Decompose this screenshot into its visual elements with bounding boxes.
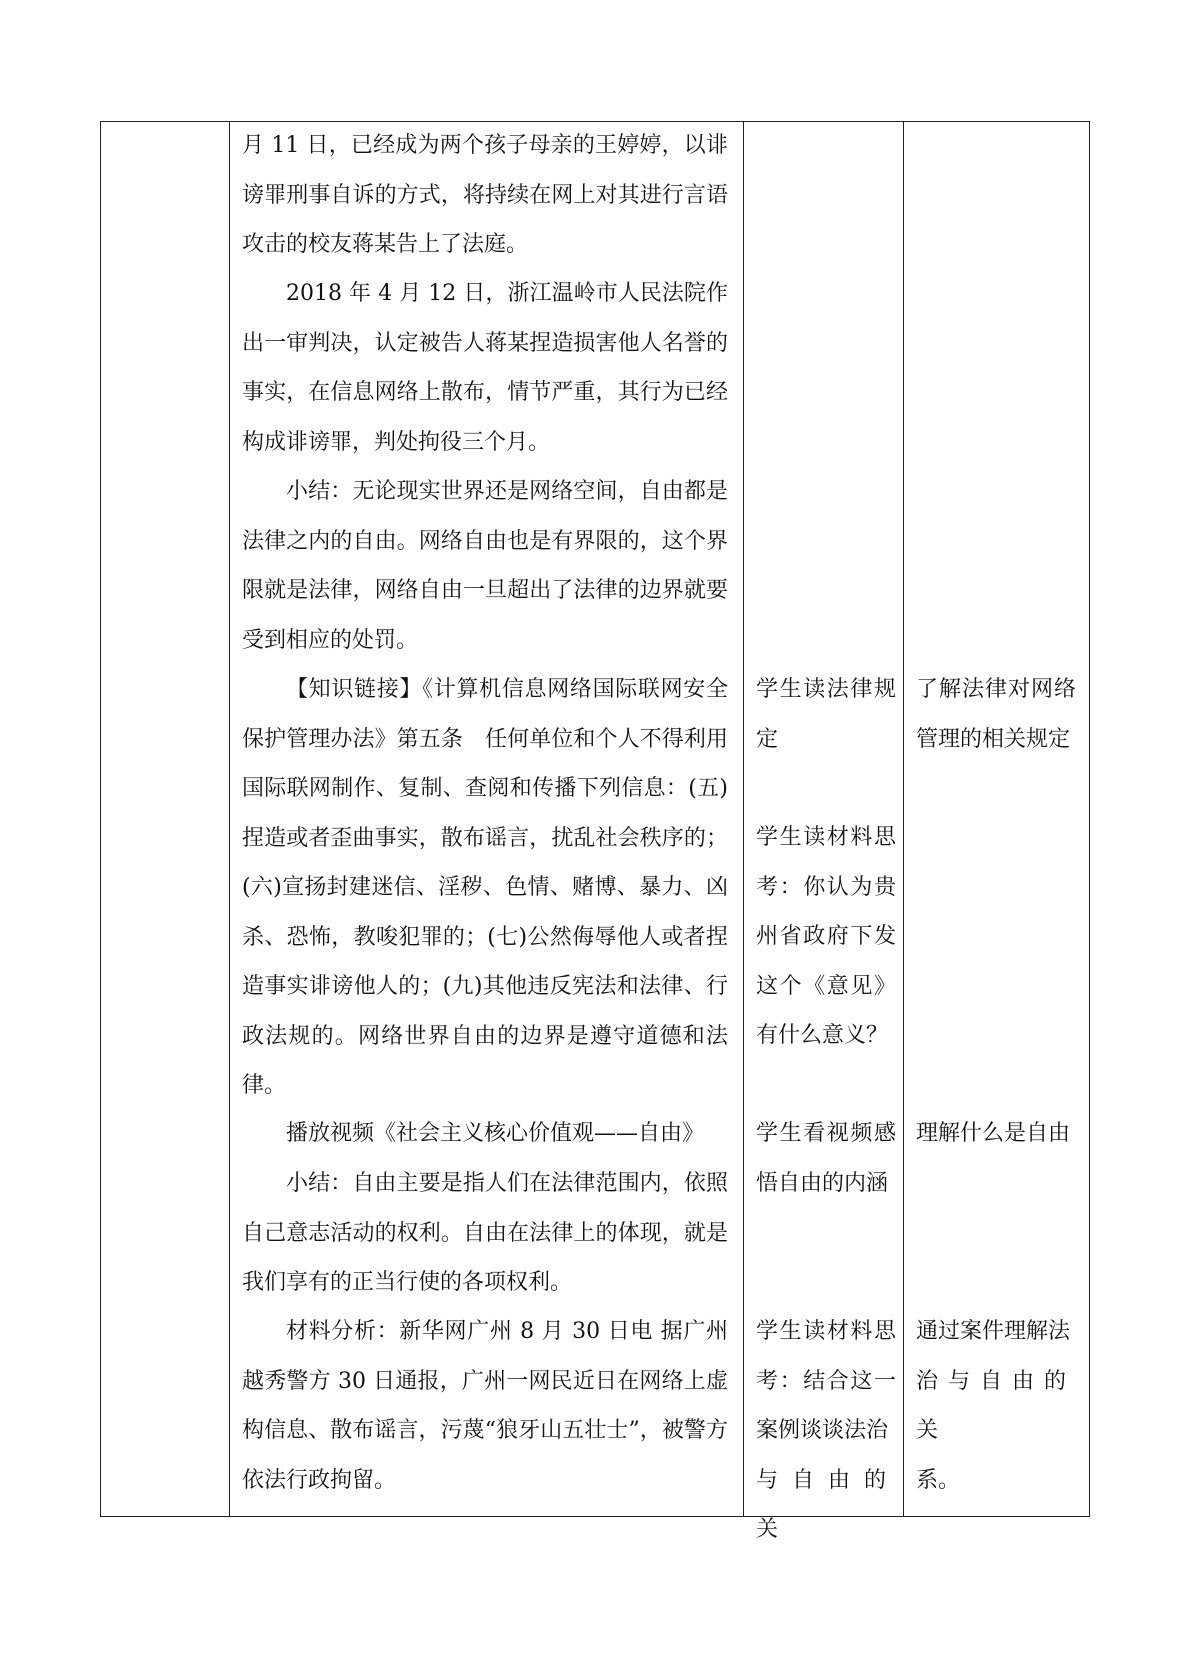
teaching-content-column	[242, 121, 728, 1517]
student-activity-column	[756, 121, 896, 1542]
knowledge-link-paragraph: 【知识链接】《计算机信息网络国际联网安全保护管理办法》第五条 任何单位和个人不得利用国际联网制作、复制、查阅和传播下列信息：(五)捏造或者歪曲事实，散布谣言，扰乱社会秩序的；(六)宣扬封建迷信、淫秽、色情、赌博、暴力、凶杀、恐怖，教唆犯罪的；(七)公然侮辱他人或者捏造事实诽谤他人的；(九)其他违反宪法和法律、行政法规的。网络世界自由的边界是遵守道德和法律。	[242, 677, 728, 1098]
activity-case-discussion-cont: 与自由的关	[756, 1467, 896, 1542]
material-analysis-paragraph: 材料分析：新华网广州 8 月 30 日电 据广州越秀警方 30 日通报，广州一网民近日在网络上虚构信息、散布谣言，污蔑“狼牙山五壮士”，被警方依法行政拘留。	[242, 1319, 728, 1493]
case-paragraph-2: 2018 年 4 月 12 日，浙江温岭市人民法院作出一审判决，认定被告人蒋某捏造损害他人名誉的事实，在信息网络上散布，情节严重，其行为已经构成诽谤罪，判处拘役三个月。	[242, 281, 728, 455]
design-intent-column	[916, 121, 1076, 1517]
activity-read-material: 学生读材料思考：你认为贵州省政府下发这个《意见》有什么意义？	[756, 825, 896, 1048]
column-divider	[229, 121, 230, 1517]
summary-paragraph-1: 小结：无论现实世界还是网络空间，自由都是法律之内的自由。网络自由也是有界限的，这个界限就是法律，网络自由一旦超出了法律的边界就要受到相应的处罚。	[242, 479, 728, 653]
case-paragraph-1: 月 11 日，已经成为两个孩子母亲的王婷婷，以诽谤罪刑事自诉的方式，将持续在网上对其进行言语攻击的校友蒋某告上了法庭。	[242, 133, 728, 257]
column-divider	[903, 121, 904, 1517]
activity-case-discussion: 学生读材料思考：结合这一案例谈谈法治	[756, 1319, 896, 1443]
intent-case-line-3: 系。	[916, 1467, 961, 1493]
intent-law-regulation: 了解法律对网络管理的相关规定	[916, 677, 1076, 752]
intent-case-line-1: 通过案件理解法	[916, 1319, 1071, 1344]
column-divider	[743, 121, 744, 1517]
video-paragraph: 播放视频《社会主义核心价值观——自由》	[286, 1121, 705, 1146]
intent-case-line-2: 治与自由的关	[916, 1368, 1077, 1443]
activity-watch-video: 学生看视频感悟自由的内涵	[756, 1121, 896, 1196]
activity-read-law: 学生读法律规定	[756, 677, 896, 752]
summary-paragraph-2: 小结：自由主要是指人们在法律范围内，依照自己意志活动的权利。自由在法律上的体现，就是我们享有的正当行使的各项权利。	[242, 1171, 728, 1295]
intent-understand-freedom: 理解什么是自由	[916, 1121, 1071, 1146]
